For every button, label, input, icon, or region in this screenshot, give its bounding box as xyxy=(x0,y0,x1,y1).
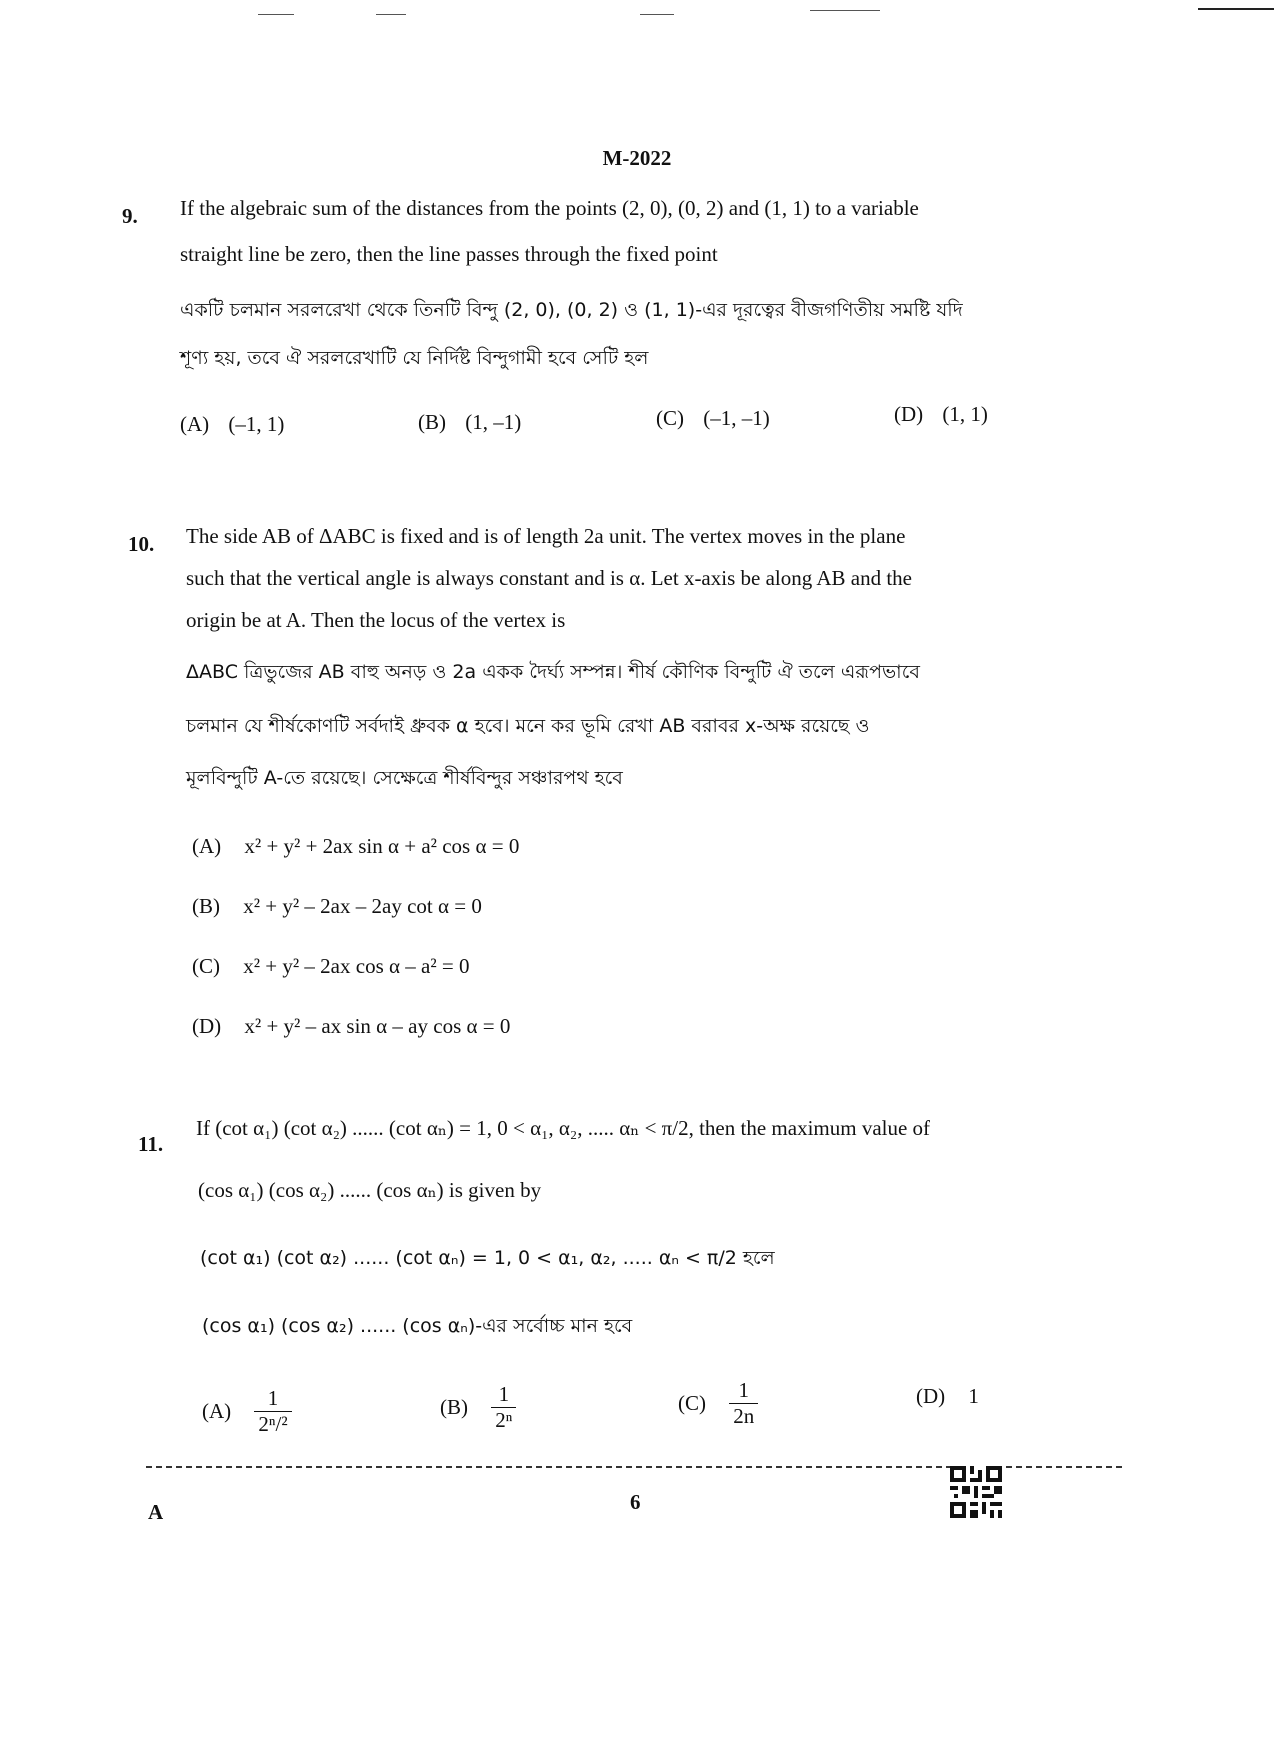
option-c xyxy=(192,954,469,979)
option-text: 1 xyxy=(968,1384,979,1408)
question-text-en: The side AB of ΔABC is fixed and is of length 2a unit. The vertex moves in the plane xyxy=(186,524,906,548)
fraction-numerator: 1 xyxy=(491,1382,516,1408)
option-label: (B) xyxy=(440,1395,468,1419)
fraction-numerator: 1 xyxy=(254,1386,291,1412)
question-text-bn: চলমান যে শীর্ষকোণটি সর্বদাই ধ্রুবক α হবে। মনে কর ভূমি রেখা AB বরাবর x-অক্ষ রয়েছে ও xyxy=(186,715,870,737)
option-label: (B) xyxy=(192,894,220,918)
question-text-en: If (cot α₁) (cot α₂) ...... (cot αₙ) = 1, 0 < α₁, α₂, ..... αₙ < π/2, then the maximum value of xyxy=(196,1116,931,1140)
option-c xyxy=(678,1378,758,1429)
question-text-bn: মূলবিন্দুটি A-তে রয়েছে। সেক্ষেত্রে শীর্ষবিন্দুর সঞ্চারপথ হবে xyxy=(186,767,623,789)
question-text-bn: (cos α₁) (cos α₂) ...... (cos αₙ)-এর সর্বোচ্চ মান হবে xyxy=(202,1315,633,1337)
option-label: (D) xyxy=(192,1014,222,1038)
option-text: (–1, –1) xyxy=(703,406,770,430)
option-b xyxy=(418,410,521,435)
question-text-en: origin be at A. Then the locus of the vertex is xyxy=(186,608,566,632)
option-text: x² + y² – 2ax cos α – a² = 0 xyxy=(243,954,470,978)
option-d xyxy=(894,402,988,427)
fraction-denominator: 2ⁿ xyxy=(495,1408,513,1432)
option-a xyxy=(202,1386,292,1437)
fraction xyxy=(729,1378,758,1429)
question-text-en: (cos α₁) (cos α₂) ...... (cos αₙ) is given by xyxy=(198,1178,542,1202)
question-text-en: straight line be zero, then the line passes through the fixed point xyxy=(180,242,718,266)
option-label: (B) xyxy=(418,410,446,434)
option-text: x² + y² – ax sin α – ay cos α = 0 xyxy=(244,1014,511,1038)
fraction xyxy=(491,1382,516,1433)
option-text: (1, –1) xyxy=(465,410,522,434)
option-label: (C) xyxy=(192,954,220,978)
question-text-en: If the algebraic sum of the distances from the points (2, 0), (0, 2) and (1, 1) to a variable xyxy=(180,196,919,220)
scan-mark xyxy=(640,14,674,15)
option-label: (D) xyxy=(916,1384,946,1408)
fraction xyxy=(254,1386,291,1437)
option-d xyxy=(916,1384,979,1409)
question-text-bn: ΔABC ত্রিভুজের AB বাহু অনড় ও 2a একক দৈর্ঘ্য সম্পন্ন। শীর্ষ কৌণিক বিন্দুটি ঐ তলে এরূপভাবে xyxy=(186,661,920,683)
option-b xyxy=(440,1382,516,1433)
page-number: 6 xyxy=(630,1490,641,1514)
question-text-bn: শূণ্য হয়, তবে ঐ সরলরেখাটি যে নির্দিষ্ট বিন্দুগামী হবে সেটি হল xyxy=(180,347,649,369)
fraction-denominator: 2ⁿ/² xyxy=(258,1412,288,1436)
option-label: (C) xyxy=(656,406,684,430)
option-c xyxy=(656,406,770,431)
scan-mark xyxy=(1198,8,1274,10)
page-header-code: M-2022 xyxy=(602,146,672,170)
question-text-en: such that the vertical angle is always constant and is α. Let x-axis be along AB and the xyxy=(186,566,912,590)
question-text-bn: (cot α₁) (cot α₂) ...... (cot αₙ) = 1, 0 < α₁, α₂, ..... αₙ < π/2 হলে xyxy=(200,1247,775,1269)
fraction-denominator: 2n xyxy=(733,1404,755,1428)
fraction-numerator: 1 xyxy=(729,1378,758,1404)
scan-mark xyxy=(376,14,406,15)
qr-code-icon xyxy=(950,1466,1002,1518)
option-label: (A) xyxy=(192,834,222,858)
option-text: x² + y² + 2ax sin α + a² cos α = 0 xyxy=(244,834,520,858)
question-number: 9. xyxy=(122,204,138,228)
option-text: (–1, 1) xyxy=(228,412,285,436)
question-number: 10. xyxy=(128,532,155,556)
scan-mark xyxy=(258,14,294,15)
option-a xyxy=(180,412,284,437)
option-b xyxy=(192,894,482,919)
option-label: (C) xyxy=(678,1391,706,1415)
scan-mark xyxy=(810,10,880,11)
option-label: (A) xyxy=(202,1399,232,1423)
question-number: 11. xyxy=(138,1132,164,1156)
option-text: x² + y² – 2ax – 2ay cot α = 0 xyxy=(243,894,482,918)
question-text-bn: একটি চলমান সরলরেখা থেকে তিনটি বিন্দু (2, 0), (0, 2) ও (1, 1)-এর দূরত্বের বীজগণিতীয় সমষ্টি যদি xyxy=(180,299,963,321)
option-label: (D) xyxy=(894,402,924,426)
footer-series: A xyxy=(148,1500,164,1524)
option-d xyxy=(192,1014,510,1039)
option-text: (1, 1) xyxy=(942,402,988,426)
option-label: (A) xyxy=(180,412,210,436)
option-a xyxy=(192,834,519,859)
